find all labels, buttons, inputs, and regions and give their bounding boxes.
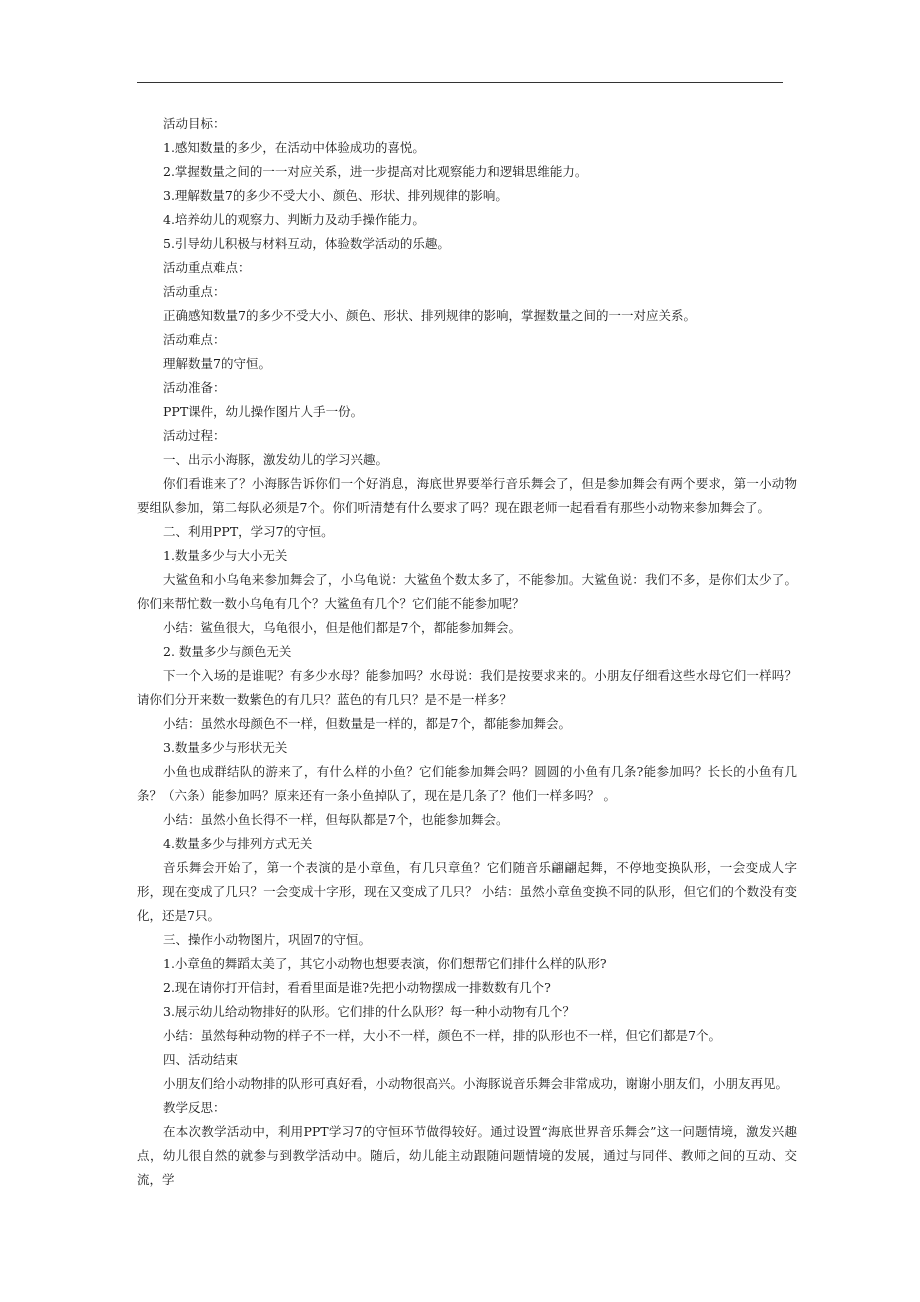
paragraph: PPT课件，幼儿操作图片人手一份。 <box>163 404 364 419</box>
paragraph: 一、出示小海豚，激发幼儿的学习兴趣。 <box>163 452 389 467</box>
paragraph: 3.展示幼儿给动物排好的队形。它们排的什么队形？每一种小动物有几个？ <box>163 1004 575 1019</box>
paragraph: 小结：虽然每种动物的样子不一样，大小不一样，颜色不一样，排的队形也不一样，但它们都是7个。 <box>163 1028 721 1043</box>
paragraph: 小结：鲨鱼很大，乌龟很小，但是他们都是7个，都能参加舞会。 <box>163 620 521 635</box>
paragraph: 四、活动结束 <box>163 1052 239 1067</box>
paragraph: 3.理解数量7的多少不受大小、颜色、形状、排列规律的影响。 <box>163 188 508 203</box>
paragraph: 1.小章鱼的舞蹈太美了，其它小动物也想要表演，你们想帮它们排什么样的队形? <box>163 956 607 971</box>
paragraph: 小朋友们给小动物排的队形可真好看，小动物很高兴。小海豚说音乐舞会非常成功，谢谢小朋友们，小朋友再见。 <box>163 1076 789 1091</box>
paragraph: 活动过程： <box>163 428 226 443</box>
paragraph: 2.掌握数量之间的一一对应关系，进一步提高对比观察能力和逻辑思维能力。 <box>163 164 588 179</box>
paragraph: 活动重点难点： <box>163 260 251 275</box>
paragraph: 4.培养幼儿的观察力、判断力及动手操作能力。 <box>163 212 425 227</box>
paragraph: 在本次教学活动中，利用PPT学习7的守恒环节做得较好。通过设置“海底世界音乐舞会”这一问题情境，激发兴趣点，幼儿很自然的就参与到教学活动中。随后，幼儿能主动跟随问题情境的发展，通过与同伴、教师之间的互动、交流，学 <box>137 1124 797 1187</box>
header-rule <box>137 82 783 83</box>
paragraph: 三、操作小动物图片，巩固7的守恒。 <box>163 932 371 947</box>
paragraph: 活动目标： <box>163 116 226 131</box>
paragraph: 活动准备： <box>163 380 226 395</box>
paragraph: 小结：虽然小鱼长得不一样，但每队都是7个，也能参加舞会。 <box>163 812 509 827</box>
paragraph: 大鲨鱼和小乌龟来参加舞会了，小乌龟说：大鲨鱼个数太多了，不能参加。大鲨鱼说：我们不多，是你们太少了。你们来帮忙数一数小乌龟有几个？大鲨鱼有几个？它们能不能参加呢？ <box>137 572 797 611</box>
paragraph: 1.感知数量的多少，在活动中体验成功的喜悦。 <box>163 140 425 155</box>
paragraph: 小结：虽然水母颜色不一样，但数量是一样的，都是7个，都能参加舞会。 <box>163 716 571 731</box>
paragraph: 音乐舞会开始了，第一个表演的是小章鱼，有几只章鱼？它们随音乐翩翩起舞，不停地变换队形，一会变成人字形，现在变成了几只？一会变成十字形，现在又变成了几只？ 小结：虽然小章鱼变换不同的队形，但它们的个数没有变化，还是7只。 <box>137 860 797 923</box>
paragraph: 2.现在请你打开信封，看看里面是谁?先把小动物摆成一排数数有几个? <box>163 980 551 995</box>
paragraph: 1.数量多少与大小无关 <box>163 548 288 563</box>
paragraph: 3.数量多少与形状无关 <box>163 740 288 755</box>
paragraph: 正确感知数量7的多少不受大小、颜色、形状、排列规律的影响，掌握数量之间的一一对应关系。 <box>163 308 696 323</box>
paragraph: 小鱼也成群结队的游来了，有什么样的小鱼？它们能参加舞会吗？圆圆的小鱼有几条?能参加吗？长长的小鱼有几条？（六条）能参加吗？原来还有一条小鱼掉队了，现在是几条了？他们一样多吗？ 。 <box>137 764 797 803</box>
paragraph: 你们看谁来了？小海豚告诉你们一个好消息，海底世界要举行音乐舞会了，但是参加舞会有两个要求，第一小动物要组队参加，第二每队必须是7个。你们听清楚有什么要求了吗？现在跟老师一起看看有那些小动物来参加舞会了。 <box>137 476 797 515</box>
paragraph: 教学反思： <box>163 1100 226 1115</box>
paragraph: 活动重点： <box>163 284 226 299</box>
paragraph: 理解数量7的守恒。 <box>163 356 271 371</box>
paragraph: 二、利用PPT，学习7的守恒。 <box>163 524 334 539</box>
paragraph: 5.引导幼儿积极与材料互动，体验数学活动的乐趣。 <box>163 236 450 251</box>
paragraph: 2. 数量多少与颜色无关 <box>163 644 292 659</box>
paragraph: 活动难点： <box>163 332 226 347</box>
paragraph: 4.数量多少与排列方式无关 <box>163 836 313 851</box>
document-body <box>137 112 797 1192</box>
paragraph: 下一个入场的是谁呢？有多少水母？能参加吗？水母说：我们是按要求来的。小朋友仔细看这些水母它们一样吗？请你们分开来数一数紫色的有几只？蓝色的有几只？是不是一样多？ <box>137 668 797 707</box>
